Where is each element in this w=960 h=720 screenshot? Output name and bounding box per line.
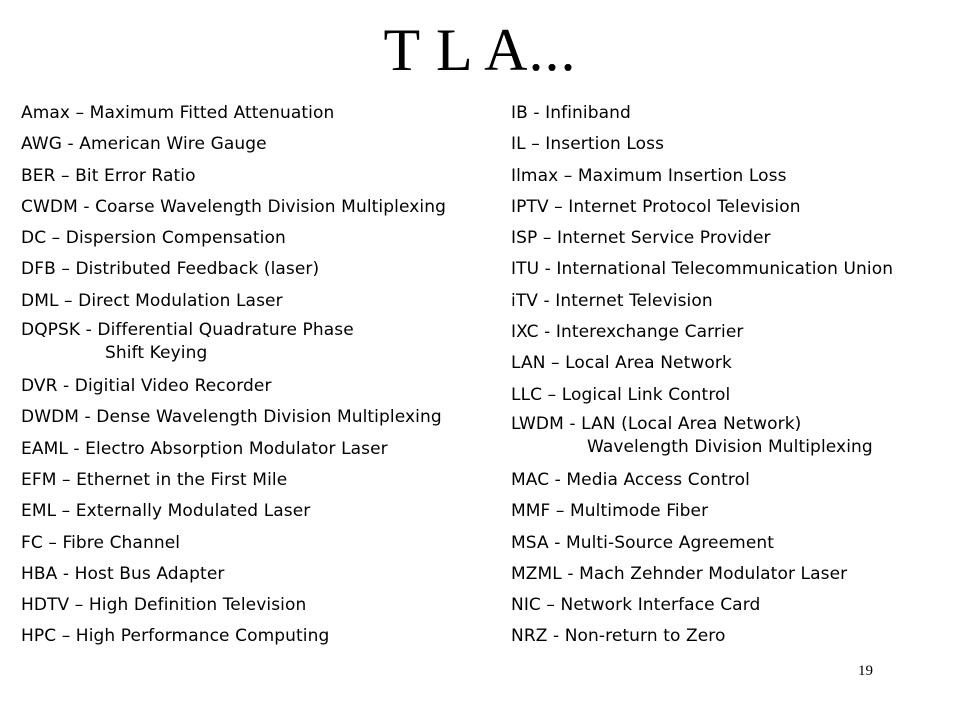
acronym-entry <box>511 592 951 623</box>
acronym-entry <box>511 623 951 654</box>
acronym-list-right <box>511 100 951 655</box>
acronym-definition: DFB – Distributed Feedback (laser) <box>21 259 320 280</box>
acronym-definition: Amax – Maximum Fitted Attenuation <box>21 103 335 123</box>
acronym-definition: HBA - Host Bus Adapter <box>21 563 225 584</box>
acronym-definition: Ilmax – Maximum Insertion Loss <box>511 165 787 186</box>
acronym-entry <box>511 413 951 467</box>
acronym-entry <box>21 163 491 194</box>
acronym-definition-continuation: Wavelength Division Multiplexing <box>587 436 873 457</box>
acronym-definition: MMF – Multimode Fiber <box>511 501 709 522</box>
acronym-definition-continuation: Shift Keying <box>105 343 208 364</box>
acronym-entry <box>511 163 951 194</box>
acronym-entry <box>511 131 951 162</box>
acronym-entry <box>21 225 491 256</box>
acronym-entry <box>511 100 951 131</box>
acronym-definition: FC – Fibre Channel <box>21 532 181 553</box>
acronym-definition: EAML - Electro Absorption Modulator Laser <box>21 438 388 459</box>
acronym-definition: ITU - International Telecommunication Union <box>511 259 894 280</box>
acronym-definition: HPC – High Performance Computing <box>21 626 330 647</box>
acronym-entry <box>21 373 491 404</box>
acronym-entry <box>21 530 491 561</box>
acronym-entry <box>21 194 491 225</box>
acronym-definition: LWDM - LAN (Local Area Network) <box>511 413 802 434</box>
acronym-entry <box>511 194 951 225</box>
acronym-entry <box>511 288 951 319</box>
acronym-definition: IL – Insertion Loss <box>511 134 665 155</box>
acronym-definition: MSA - Multi-Source Agreement <box>511 532 775 553</box>
acronym-entry <box>511 382 951 413</box>
acronym-entry <box>511 561 951 592</box>
acronym-definition: IPTV – Internet Protocol Television <box>511 196 801 217</box>
acronym-definition: LAN – Local Area Network <box>511 353 732 374</box>
acronym-definition: NIC – Network Interface Card <box>511 595 761 616</box>
acronym-entry <box>21 404 491 435</box>
acronym-entry <box>511 319 951 350</box>
acronym-entry <box>21 131 491 162</box>
acronym-entry <box>21 467 491 498</box>
acronym-definition: iTV - Internet Television <box>511 290 713 311</box>
acronym-definition: DWDM - Dense Wavelength Division Multiplexing <box>21 407 442 428</box>
acronym-definition: NRZ - Non-return to Zero <box>511 626 726 647</box>
acronym-list-left <box>21 100 491 655</box>
acronym-definition: DC – Dispersion Compensation <box>21 228 286 249</box>
acronym-entry <box>511 467 951 498</box>
acronym-definition: ISP – Internet Service Provider <box>511 228 771 249</box>
acronym-definition: LLC – Logical Link Control <box>511 384 731 405</box>
acronym-entry <box>21 256 491 287</box>
acronym-entry <box>21 561 491 592</box>
acronym-entry <box>511 350 951 381</box>
acronym-definition: EFM – Ethernet in the First Mile <box>21 469 288 490</box>
acronym-definition: EML – Externally Modulated Laser <box>21 501 311 522</box>
acronym-entry <box>21 498 491 529</box>
acronym-entry <box>21 319 491 373</box>
acronym-definition: IB - Infiniband <box>511 103 631 123</box>
acronym-definition: HDTV – High Definition Television <box>21 595 307 616</box>
acronym-definition: CWDM - Coarse Wavelength Division Multiplexing <box>21 196 446 217</box>
acronym-entry <box>21 623 491 654</box>
acronym-entry <box>21 436 491 467</box>
acronym-definition: MZML - Mach Zehnder Modulator Laser <box>511 563 848 584</box>
acronym-entry <box>21 100 491 131</box>
acronym-definition: DVR - Digitial Video Recorder <box>21 376 272 397</box>
acronym-entry <box>511 498 951 529</box>
acronym-entry <box>511 225 951 256</box>
acronym-definition: DQPSK - Differential Quadrature Phase <box>21 320 354 341</box>
acronym-definition: IXC - Interexchange Carrier <box>511 322 744 343</box>
acronym-entry <box>511 530 951 561</box>
slide-title: T L A... <box>383 17 577 83</box>
acronym-definition: BER – Bit Error Ratio <box>21 165 196 186</box>
acronym-definition: MAC - Media Access Control <box>511 469 750 490</box>
acronym-definition: AWG - American Wire Gauge <box>21 134 267 155</box>
acronym-entry <box>511 256 951 287</box>
page-number: 19 <box>858 663 873 679</box>
acronym-entry <box>21 592 491 623</box>
acronym-entry <box>21 288 491 319</box>
acronym-definition: DML – Direct Modulation Laser <box>21 290 283 311</box>
